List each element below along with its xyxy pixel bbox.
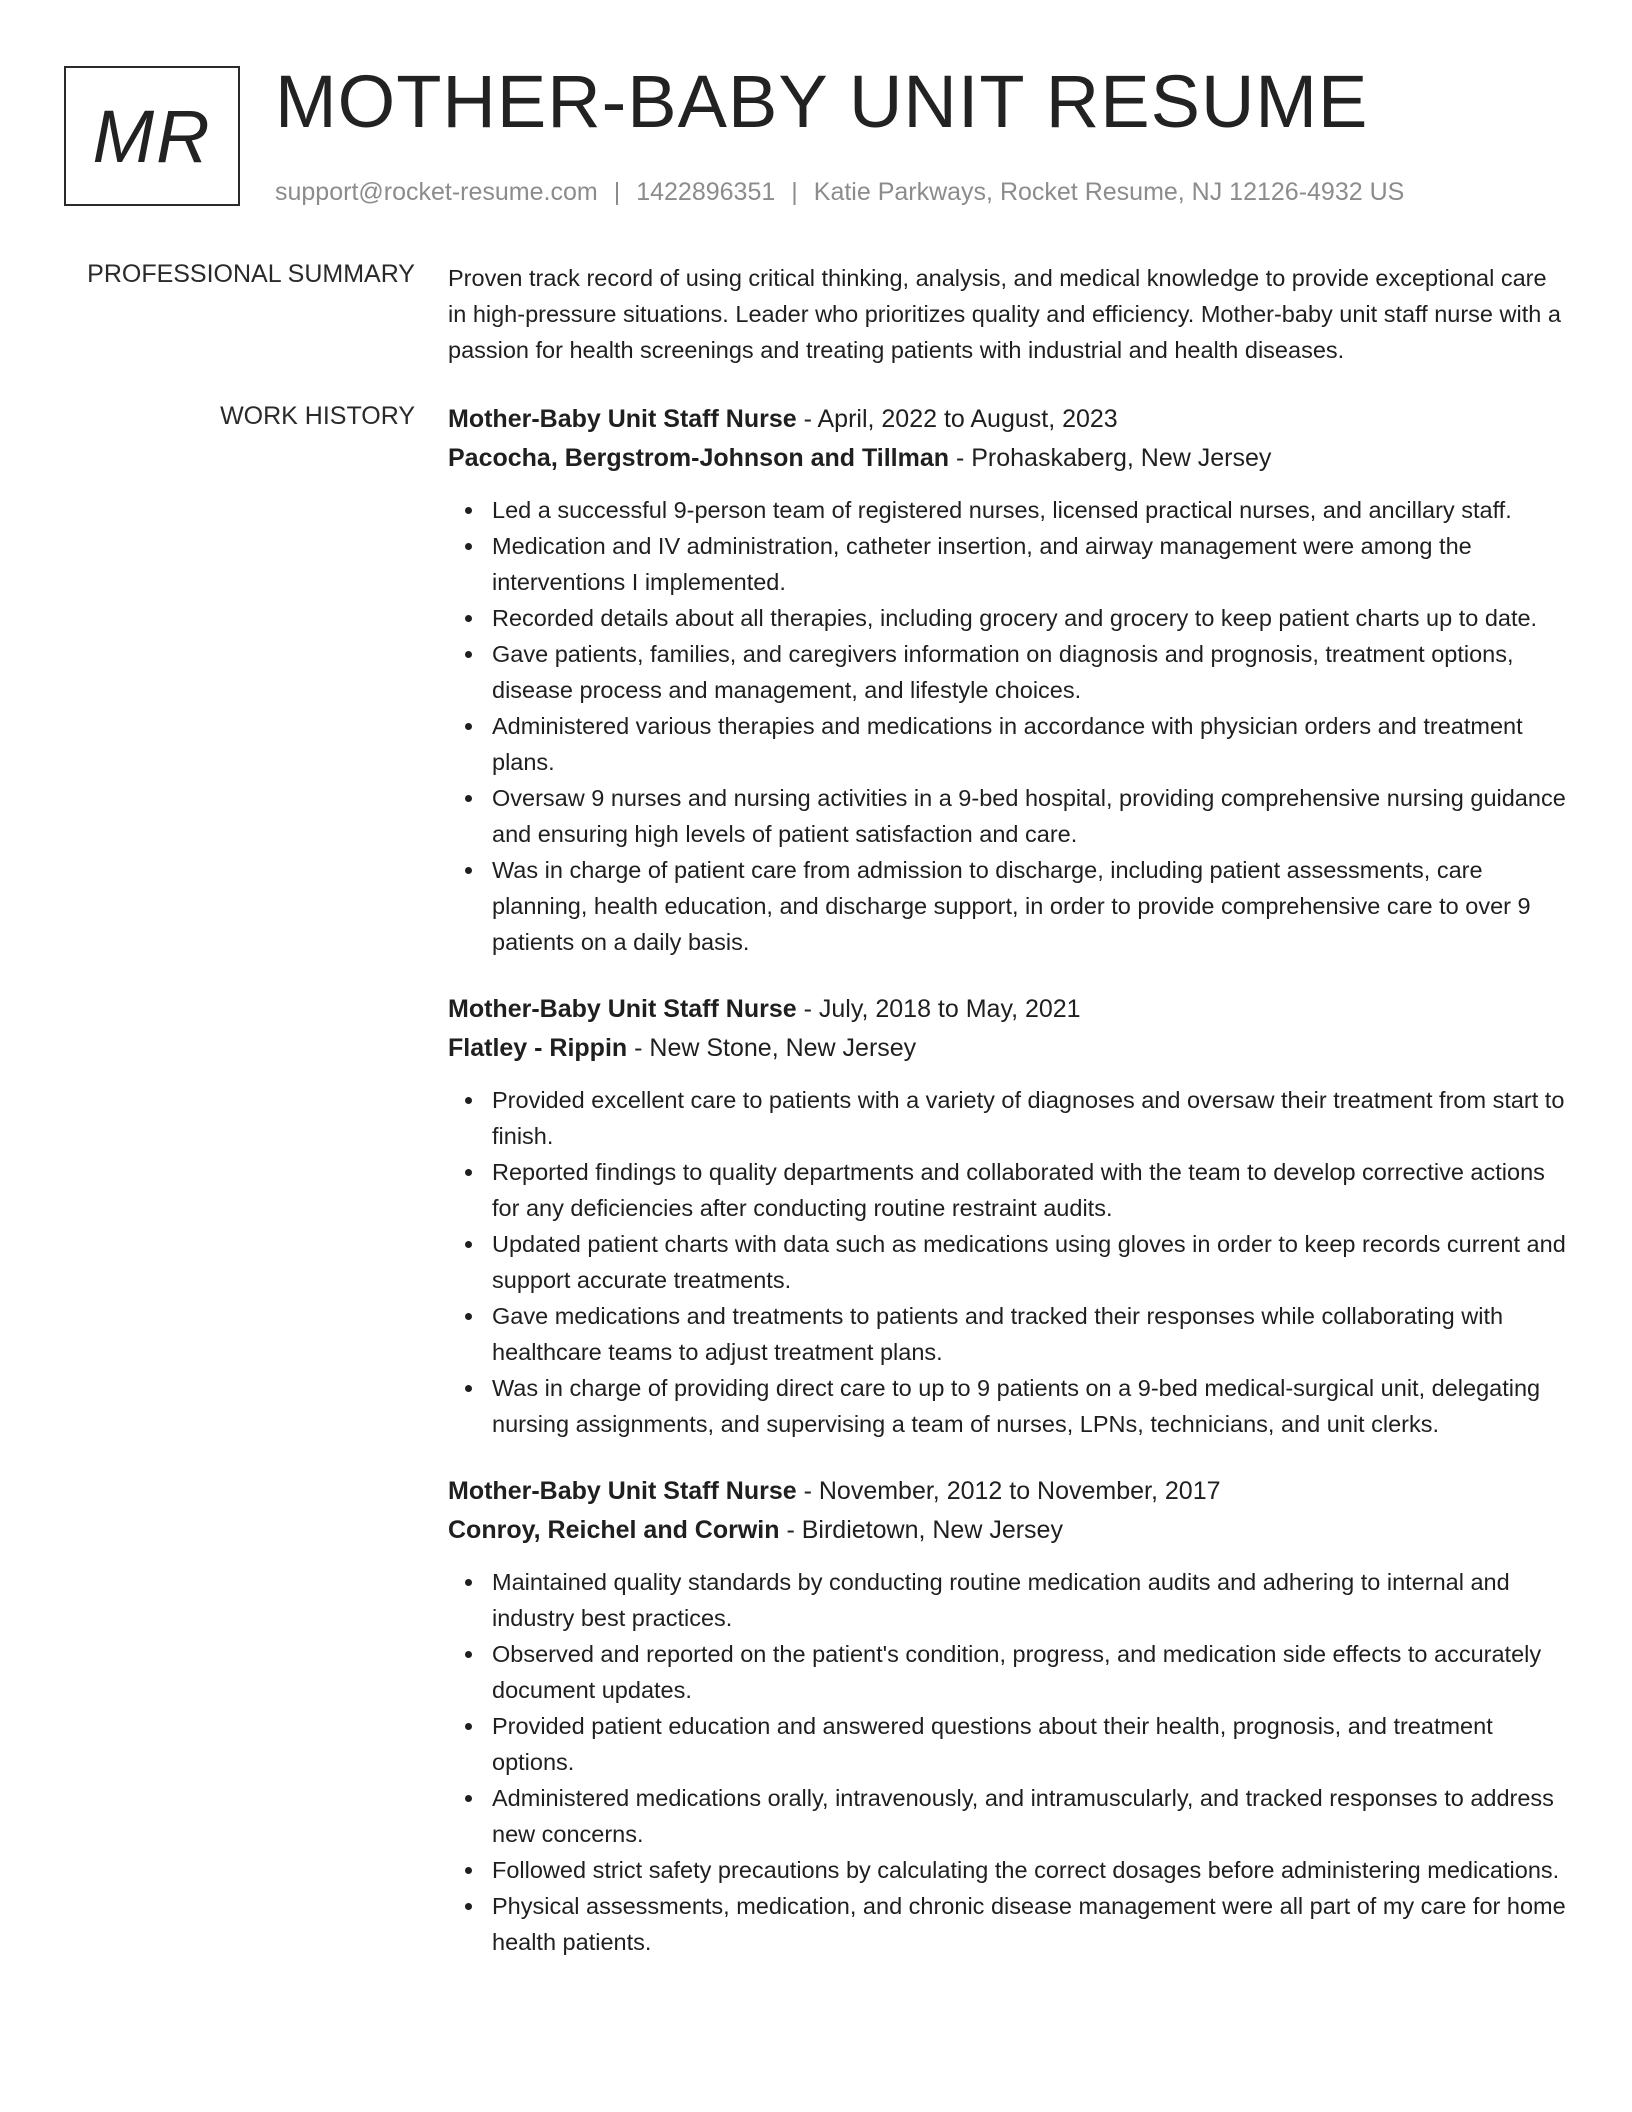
contact-separator: | <box>791 178 798 206</box>
monogram-initials: MR <box>92 95 212 178</box>
job-title-line: Mother-Baby Unit Staff Nurse - April, 2022 to August, 2023 <box>448 405 1118 433</box>
job-location: Prohaskaberg, New Jersey <box>971 444 1272 472</box>
job-bullet: Gave patients, families, and caregivers information on diagnosis and prognosis, treatment options, disease process and management, and lifestyle choices. <box>492 636 1568 708</box>
work-section-label: WORK HISTORY <box>220 402 415 430</box>
job-bullet: Provided excellent care to patients with a variety of diagnoses and oversaw their treatment from start to finish. <box>492 1082 1568 1154</box>
job-company: Pacocha, Bergstrom-Johnson and Tillman <box>448 444 950 472</box>
job-location: Birdietown, New Jersey <box>801 1516 1063 1544</box>
monogram-box <box>64 66 240 206</box>
job-company: Conroy, Reichel and Corwin <box>448 1516 780 1544</box>
job-bullet: Was in charge of patient care from admission to discharge, including patient assessments, care planning, health education, and discharge support, in order to provide comprehensive care to over 9 patients on a daily basis. <box>492 852 1568 960</box>
job-title-line: Mother-Baby Unit Staff Nurse - November, 2012 to November, 2017 <box>448 1477 1221 1505</box>
job-bullet: Followed strict safety precautions by calculating the correct dosages before administering medications. <box>492 1852 1568 1888</box>
job-company-line: Flatley - Rippin - New Stone, New Jersey <box>448 1034 917 1062</box>
job-bullet: Maintained quality standards by conducting routine medication audits and adhering to internal and industry best practices. <box>492 1564 1568 1636</box>
job-company-line: Pacocha, Bergstrom-Johnson and Tillman - Prohaskaberg, New Jersey <box>448 444 1272 472</box>
job-bullet: Oversaw 9 nurses and nursing activities in a 9-bed hospital, providing comprehensive nursing guidance and ensuring high levels of patient satisfaction and care. <box>492 780 1568 852</box>
job-title: Mother-Baby Unit Staff Nurse <box>448 995 797 1023</box>
job-bullet: Updated patient charts with data such as medications using gloves in order to keep records current and support accurate treatments. <box>492 1226 1568 1298</box>
job-bullet: Administered various therapies and medications in accordance with physician orders and treatment plans. <box>492 708 1568 780</box>
job-location: New Stone, New Jersey <box>649 1034 917 1062</box>
job-title: Mother-Baby Unit Staff Nurse <box>448 1477 797 1505</box>
contact-email: support@rocket-resume.com <box>275 178 598 206</box>
job-dates: November, 2012 to November, 2017 <box>818 1477 1221 1505</box>
contact-separator: | <box>613 178 621 206</box>
job-company-line: Conroy, Reichel and Corwin - Birdietown, New Jersey <box>448 1516 1063 1544</box>
job-bullets <box>448 1082 1568 1442</box>
job-dates: April, 2022 to August, 2023 <box>817 405 1118 433</box>
job-dates: July, 2018 to May, 2021 <box>818 995 1081 1023</box>
contact-phone: 1422896351 <box>636 178 776 206</box>
work-history <box>448 400 1568 1990</box>
job-bullet: Provided patient education and answered questions about their health, prognosis, and treatment options. <box>492 1708 1568 1780</box>
job-title-line: Mother-Baby Unit Staff Nurse - July, 2018 to May, 2021 <box>448 995 1081 1023</box>
summary-text: Proven track record of using critical thinking, analysis, and medical knowledge to provide exceptional care in high-pressure situations. Leader who prioritizes quality and efficiency. Mother-baby unit staff nurse with a passion for health screenings and treating patients with industrial and health diseases. <box>448 265 1561 363</box>
job-bullet: Medication and IV administration, catheter insertion, and airway management were among the interventions I implemented. <box>492 528 1568 600</box>
job-bullet: Administered medications orally, intravenously, and intramuscularly, and tracked responses to address new concerns. <box>492 1780 1568 1852</box>
job-bullet: Physical assessments, medication, and chronic disease management were all part of my care for home health patients. <box>492 1888 1568 1960</box>
job-title: Mother-Baby Unit Staff Nurse <box>448 405 797 433</box>
contact-address: Katie Parkways, Rocket Resume, NJ 12126-4932 US <box>813 178 1405 206</box>
job-bullets <box>448 492 1568 960</box>
job-company: Flatley - Rippin <box>448 1034 628 1062</box>
job-bullet: Reported findings to quality departments and collaborated with the team to develop corrective actions for any deficiencies after conducting routine restraint audits. <box>492 1154 1568 1226</box>
job-entry <box>448 1472 1568 1960</box>
job-bullet: Gave medications and treatments to patients and tracked their responses while collaborating with healthcare teams to adjust treatment plans. <box>492 1298 1568 1370</box>
job-bullet: Observed and reported on the patient's condition, progress, and medication side effects to accurately document updates. <box>492 1636 1568 1708</box>
job-bullet: Led a successful 9-person team of registered nurses, licensed practical nurses, and ancillary staff. <box>492 492 1568 528</box>
resume-title: MOTHER-BABY UNIT RESUME <box>275 60 1369 143</box>
job-entry <box>448 990 1568 1442</box>
job-bullets <box>448 1564 1568 1960</box>
summary-section-label: PROFESSIONAL SUMMARY <box>87 260 415 288</box>
contact-line <box>275 174 1404 210</box>
job-bullet: Recorded details about all therapies, including grocery and grocery to keep patient charts up to date. <box>492 600 1568 636</box>
job-entry <box>448 400 1568 960</box>
job-bullet: Was in charge of providing direct care to up to 9 patients on a 9-bed medical-surgical unit, delegating nursing assignments, and supervising a team of nurses, LPNs, technicians, and unit clerks. <box>492 1370 1568 1442</box>
